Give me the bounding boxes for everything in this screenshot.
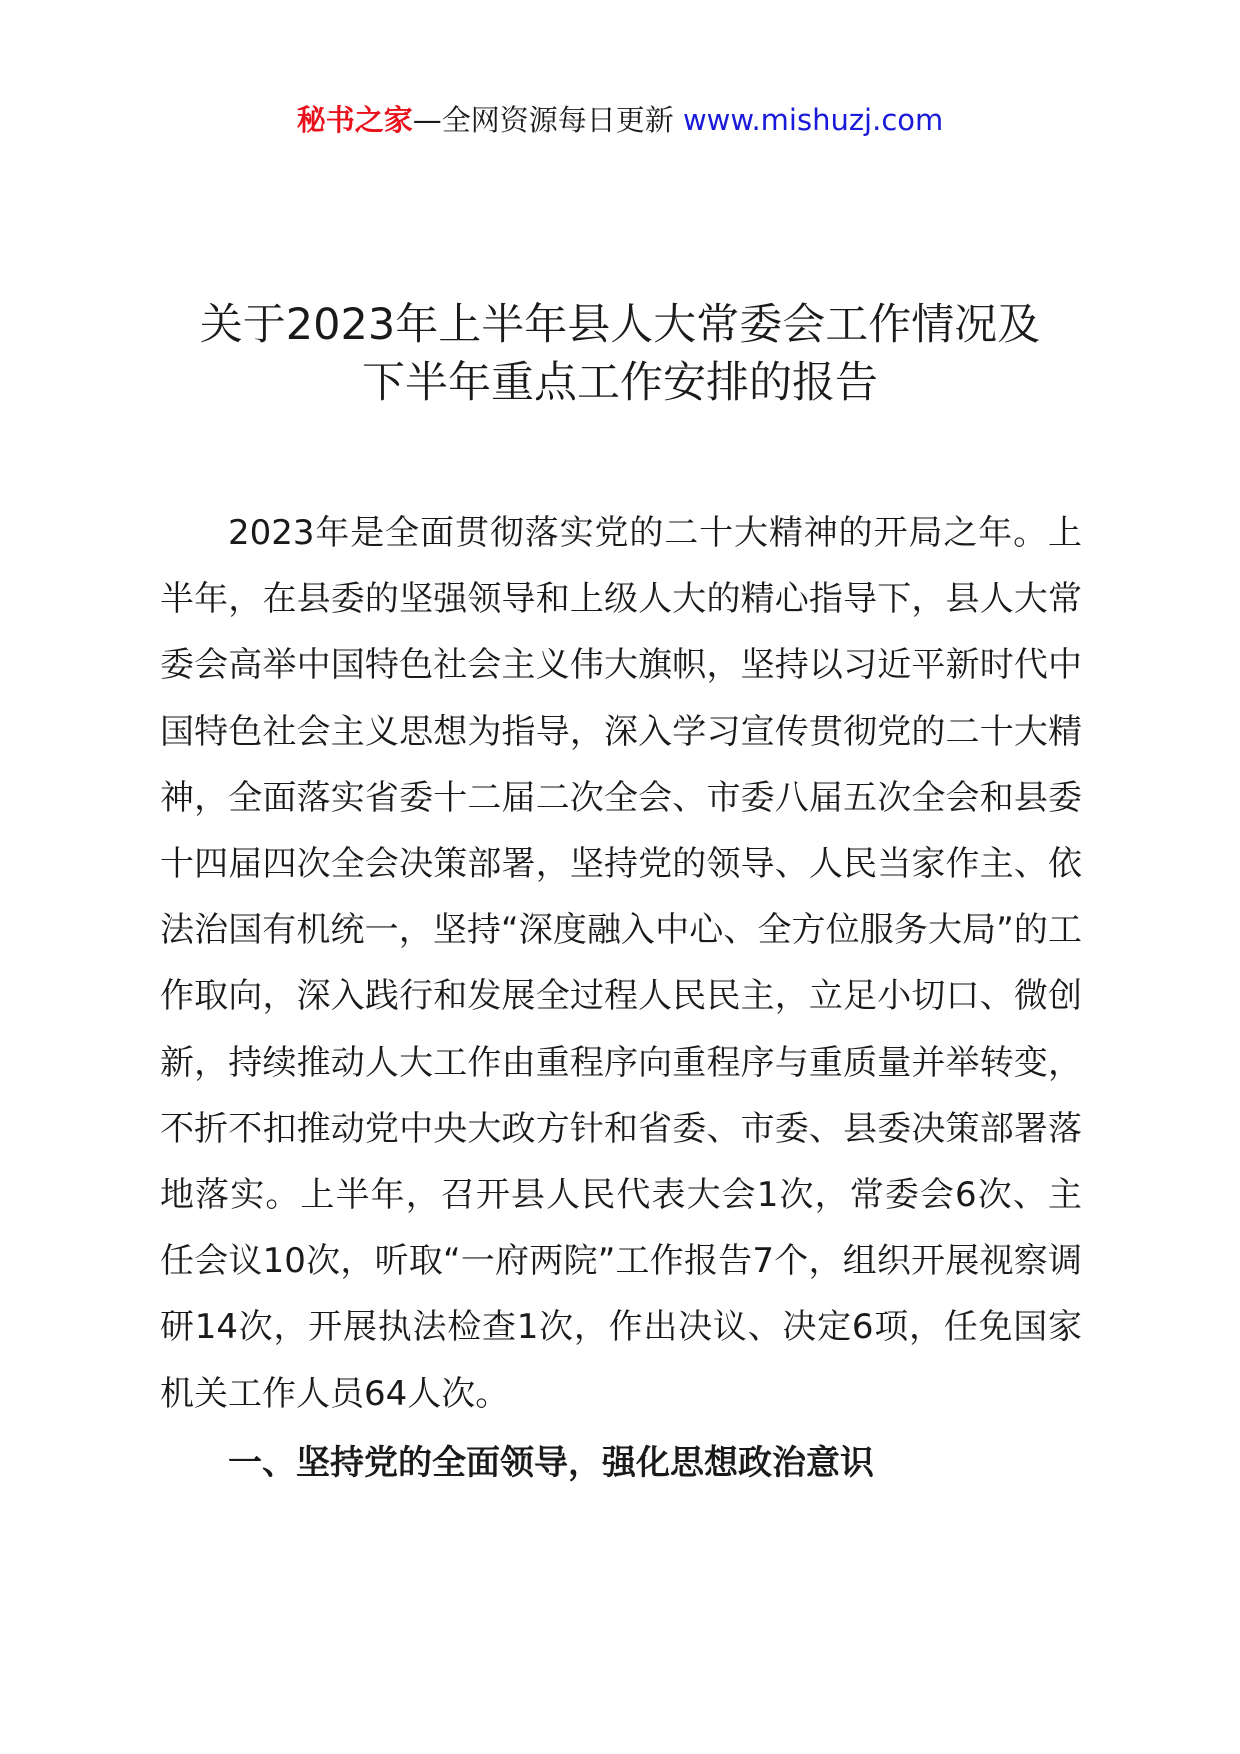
document-body: [160, 500, 1082, 1427]
header-tagline: —全网资源每日更新: [412, 103, 674, 137]
brand-name: 秘书之家: [296, 103, 413, 137]
site-header-banner: [0, 100, 1240, 140]
site-url-link[interactable]: www.mishuzj.com: [682, 103, 944, 137]
section-heading: 一、坚持党的全面领导，强化思想政治意识: [228, 1443, 874, 1483]
title-line-1: 关于2023年上半年县人大常委会工作情况及: [199, 300, 1041, 350]
document-title: [100, 296, 1140, 412]
body-paragraph: 2023年是全面贯彻落实党的二十大精神的开局之年。上半年，在县委的坚强领导和上级人大的精心指导下，县人大常委会高举中国特色社会主义伟大旗帜，坚持以习近平新时代中国特色社会主义思想为指导，深入学习宣传贯彻党的二十大精神，全面落实省委十二届二次全会、市委八届五次全会和县委十四届四次全会决策部署，坚持党的领导、人民当家作主、依法治国有机统一，坚持“深度融入中心、全方位服务大局”的工作取向，深入践行和发展全过程人民民主，立足小切口、微创新，持续推动人大工作由重程序向重程序与重质量并举转变，不折不扣推动党中央大政方针和省委、市委、县委决策部署落地落实。上半年，召开县人民代表大会1次，常委会6次、主任会议10次，听取“一府两院”工作报告7个，组织开展视察调研14次，开展执法检查1次，作出决议、决定6项，任免国家机关工作人员64人次。: [160, 513, 1082, 1414]
title-line-2: 下半年重点工作安排的报告: [362, 358, 878, 408]
